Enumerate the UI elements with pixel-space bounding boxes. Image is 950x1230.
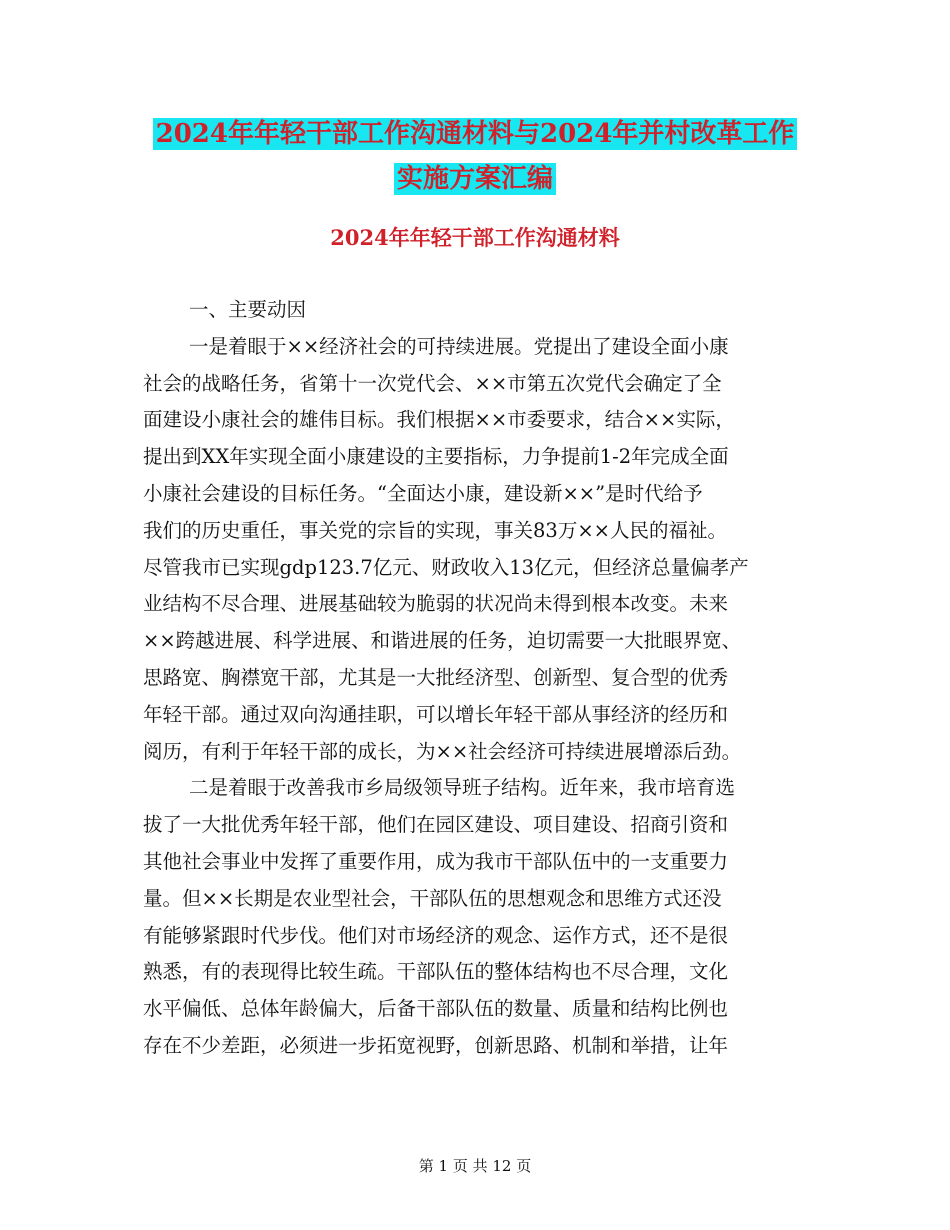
paragraph-line: 量。但××长期是农业型社会，干部队伍的思想观念和思维方式还没	[143, 886, 722, 910]
paragraph-line: 水平偏低、总体年龄偏大，后备干部队伍的数量、质量和结构比例也	[143, 997, 729, 1021]
paragraph-line: 我们的历史重任，事关党的宗旨的实现，事关83万××人民的福祉。	[143, 518, 727, 542]
paragraph-line: 二是着眼于改善我市乡局级领导班子结构。近年来，我市培育选	[189, 776, 736, 800]
paragraph-line: 小康社会建设的目标任务。“全面达小康，建设新××”是时代给予	[143, 481, 703, 505]
paragraph-line: 有能够紧跟时代步伐。他们对市场经济的观念、运作方式，还不是很	[143, 923, 729, 947]
title-line-2: 实施方案汇编	[394, 163, 556, 195]
paragraph-line: 存在不少差距，必须进一步拓宽视野，创新思路、机制和举措，让年	[143, 1033, 729, 1057]
paragraph-line: 尽管我市已实现gdp123.7亿元、财政收入13亿元，但经济总量偏孝产	[143, 555, 749, 579]
title-line-1: 2024年年轻干部工作沟通材料与2024年并村改革工作	[153, 118, 798, 150]
paragraph-line: ××跨越进展、科学进展、和谐进展的任务，迫切需要一大批眼界宽、	[143, 629, 742, 653]
document-title	[0, 112, 950, 202]
paragraph-line: 业结构不尽合理、进展基础较为脆弱的状况尚未得到根本改变。未来	[143, 592, 729, 616]
page-footer: 第 1 页 共 12 页	[418, 1157, 532, 1175]
document-body	[143, 292, 807, 1065]
section-heading: 一、主要动因	[189, 298, 307, 321]
paragraph-line: 一是着眼于××经济社会的可持续进展。党提出了建设全面小康	[189, 334, 729, 358]
paragraph-line: 拔了一大批优秀年轻干部，他们在园区建设、项目建设、招商引资和	[143, 813, 729, 837]
paragraph-line: 熟悉，有的表现得比较生疏。干部队伍的整体结构也不尽合理，文化	[143, 960, 729, 984]
paragraph-line: 社会的战略任务，省第十一次党代会、××市第五次党代会确定了全	[143, 371, 722, 395]
paragraph-line: 面建设小康社会的雄伟目标。我们根据××市委要求，结合××实际，	[143, 408, 735, 432]
paragraph-line: 年轻干部。通过双向沟通挂职，可以增长年轻干部从事经济的经历和	[143, 702, 729, 726]
section-title: 2024年年轻干部工作沟通材料	[330, 225, 620, 250]
paragraph-line: 提出到XX年实现全面小康建设的主要指标，力争提前1-2年完成全面	[143, 445, 729, 469]
paragraph-line: 思路宽、胸襟宽干部，尤其是一大批经济型、创新型、复合型的优秀	[143, 665, 729, 689]
paragraph-line: 其他社会事业中发挥了重要作用，成为我市干部队伍中的一支重要力	[143, 849, 729, 873]
paragraph-line: 阅历，有利于年轻干部的成长，为××社会经济可持续进展增添后劲。	[143, 739, 742, 763]
